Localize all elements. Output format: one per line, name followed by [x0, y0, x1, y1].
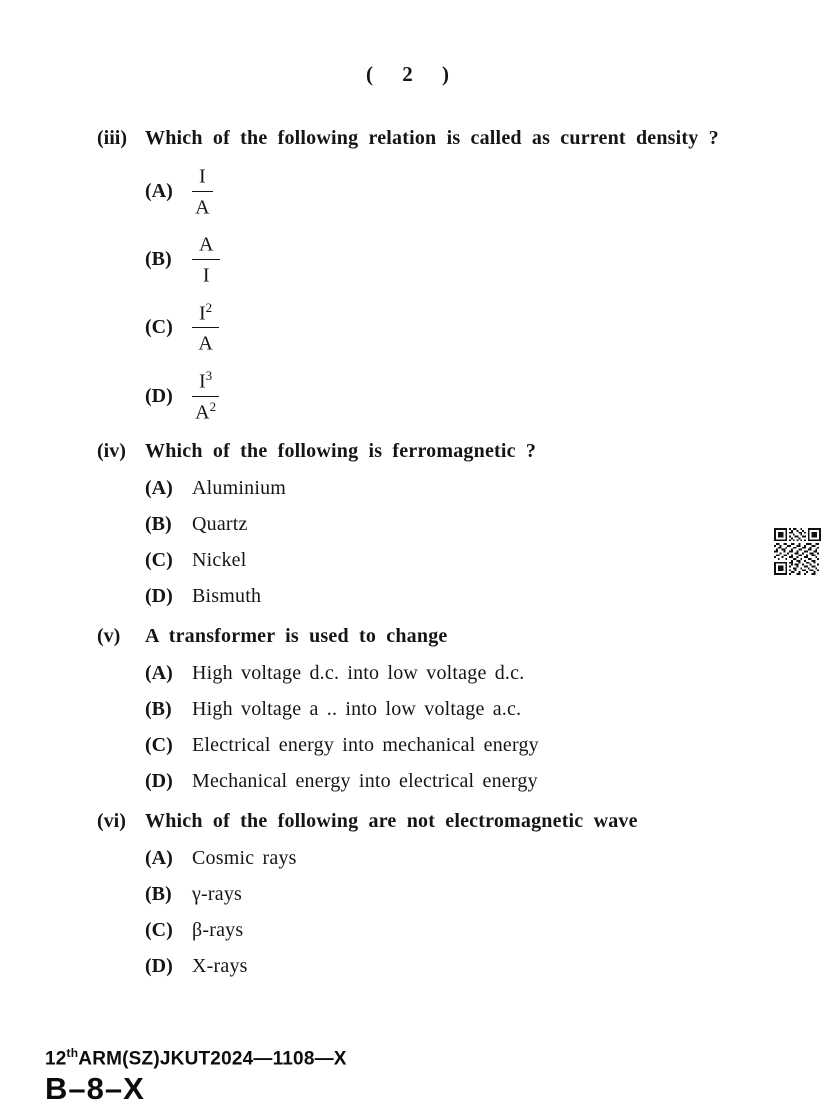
option-label: (C): [145, 734, 173, 757]
question-text: Which of the following relation is called as current density ?: [145, 127, 719, 149]
option-label: (B): [145, 698, 172, 721]
option-b: [145, 513, 827, 536]
option-c: [145, 734, 827, 757]
question-iv: [97, 440, 827, 608]
fraction-denominator: [195, 192, 209, 219]
denominator-text: I: [202, 264, 210, 287]
option-c: [145, 919, 827, 942]
option-d: [145, 369, 827, 423]
option-label: (D): [145, 585, 173, 608]
fraction-numerator: [192, 164, 213, 192]
question-label: (v): [97, 625, 121, 648]
fraction-denominator: [203, 260, 210, 287]
option-label: (B): [145, 883, 172, 906]
option-label: (C): [145, 549, 173, 572]
option-label: (A): [145, 179, 173, 202]
option-text: High voltage a .. into low voltage a.c.: [192, 698, 522, 721]
qr-code: [774, 528, 821, 575]
option-label: (D): [145, 955, 173, 978]
question-label: (vi): [97, 810, 126, 833]
question-row: [97, 625, 827, 648]
fraction: [192, 164, 213, 218]
option-label: (D): [145, 770, 173, 793]
option-label: (C): [145, 919, 173, 942]
option-text: Quartz: [192, 513, 248, 536]
option-text: Nickel: [192, 549, 247, 572]
numerator-exponent: 3: [205, 367, 213, 383]
option-text: Aluminium: [192, 477, 287, 500]
question-vi: [97, 810, 827, 978]
paper-code: [45, 1046, 347, 1070]
option-label: (D): [145, 384, 173, 407]
option-c: [145, 301, 827, 355]
numerator-exponent: 2: [205, 299, 213, 315]
numerator-text: I: [199, 370, 206, 393]
numerator-text: I: [199, 165, 206, 188]
option-d: [145, 955, 827, 978]
question-row: [97, 810, 827, 833]
paper-code-sup: th: [66, 1046, 79, 1060]
question-row: [97, 127, 827, 150]
option-b: [145, 883, 827, 906]
denominator-exponent: 2: [209, 398, 217, 414]
option-c: [145, 549, 827, 572]
question-label: (iii): [97, 127, 127, 149]
fraction-denominator: [198, 328, 212, 355]
fraction: [192, 301, 219, 355]
numerator-text: I: [199, 302, 206, 325]
fraction-numerator: [192, 369, 219, 397]
option-text: Electrical energy into mechanical energy: [192, 734, 539, 757]
fraction: [192, 232, 220, 286]
series-code: B–8–X: [45, 1071, 145, 1106]
denominator-text: A: [195, 401, 210, 424]
option-text: β-rays: [192, 919, 244, 942]
option-label: (A): [145, 477, 173, 500]
paper-code-post: ARM(SZ)JKUT2024—1108—X: [78, 1048, 347, 1070]
question-text: Which of the following are not electromagnetic wave: [145, 810, 638, 833]
option-label: (A): [145, 662, 173, 685]
option-a: [145, 847, 827, 870]
page-number: ( 2 ): [366, 62, 461, 86]
option-a: [145, 477, 827, 500]
question-row: [97, 440, 827, 463]
option-label: (B): [145, 513, 172, 536]
numerator-text: A: [199, 233, 214, 256]
options-list: [145, 164, 827, 423]
denominator-text: A: [198, 332, 213, 355]
option-a: [145, 662, 827, 685]
question-v: [97, 625, 827, 793]
option-text: Cosmic rays: [192, 847, 297, 870]
fraction-denominator: [195, 397, 216, 424]
denominator-text: A: [195, 196, 210, 219]
question-text: A transformer is used to change: [145, 625, 448, 648]
option-label: (C): [145, 316, 173, 339]
option-text: Mechanical energy into electrical energy: [192, 770, 538, 793]
option-a: [145, 164, 827, 218]
options-list: [145, 847, 827, 978]
fraction: [192, 369, 219, 423]
option-b: [145, 698, 827, 721]
question-iii: [97, 127, 827, 423]
option-b: [145, 232, 827, 286]
page-footer: [45, 1046, 347, 1106]
option-d: [145, 585, 827, 608]
options-list: [145, 477, 827, 608]
option-label: (A): [145, 847, 173, 870]
option-d: [145, 770, 827, 793]
question-label: (iv): [97, 440, 126, 463]
paper-code-pre: 12: [45, 1048, 67, 1070]
option-label: (B): [145, 247, 172, 270]
option-text: X-rays: [192, 955, 248, 978]
option-text: High voltage d.c. into low voltage d.c.: [192, 662, 525, 685]
fraction-numerator: [192, 301, 219, 329]
option-text: γ-rays: [192, 883, 243, 906]
option-text: Bismuth: [192, 585, 262, 608]
options-list: [145, 662, 827, 793]
question-text: Which of the following is ferromagnetic ?: [145, 440, 537, 463]
fraction-numerator: [192, 232, 220, 260]
